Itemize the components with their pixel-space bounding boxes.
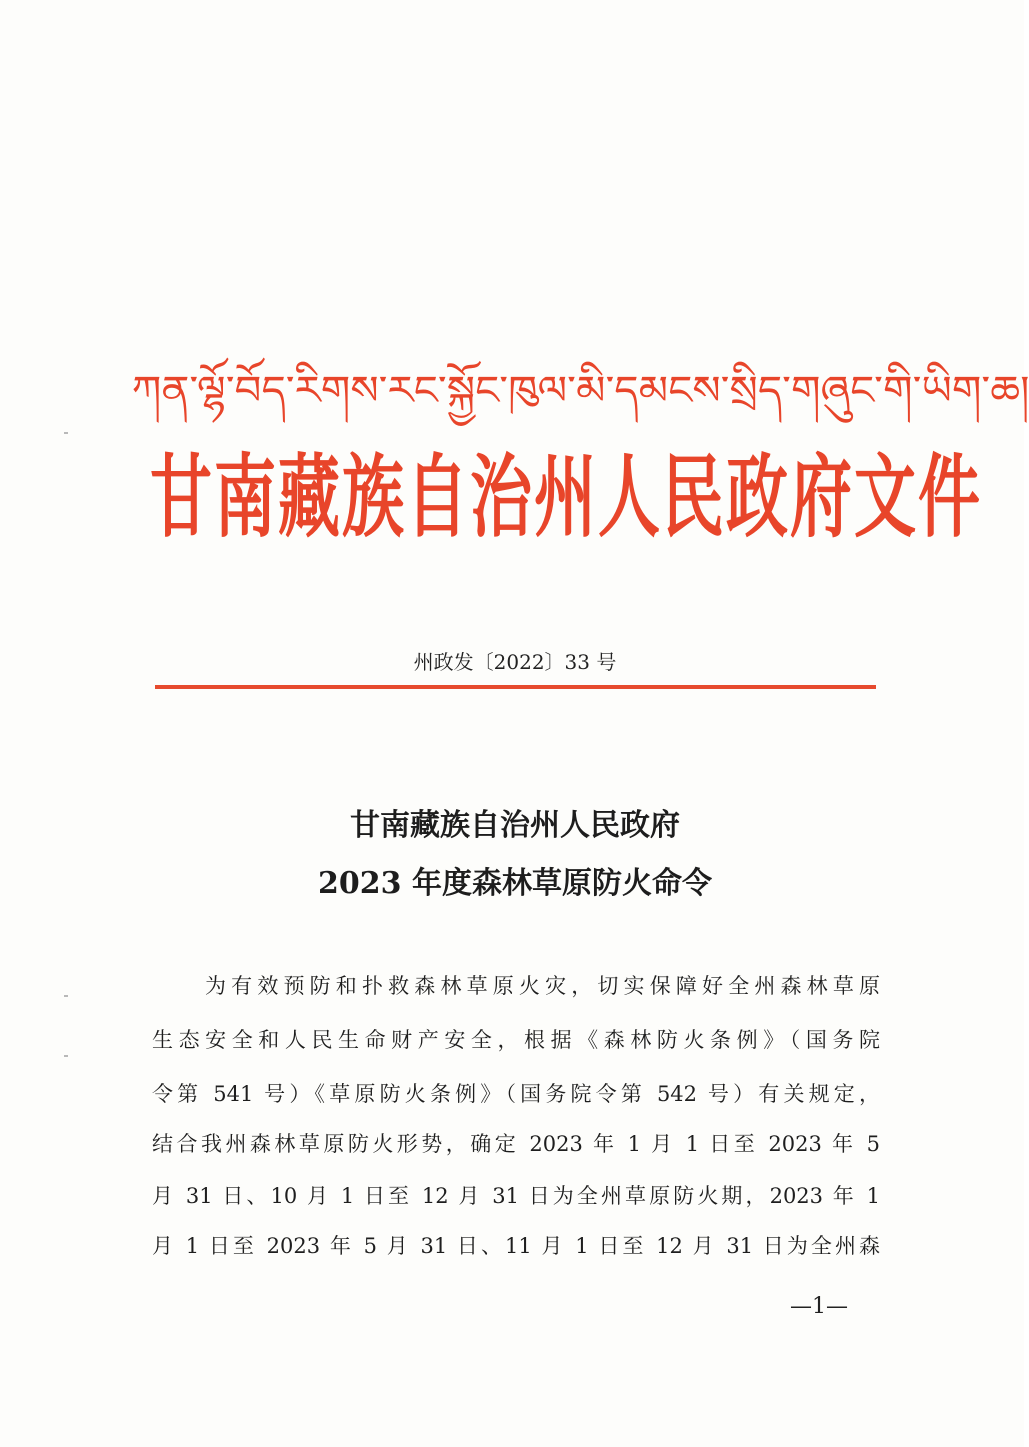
body-line: 令第 541 号）《草原防火条例》（国务院令第 542 号）有关规定， bbox=[152, 1082, 880, 1106]
document-number: 州政发〔2022〕33 号 bbox=[413, 650, 617, 674]
scan-mark bbox=[64, 1055, 68, 1057]
body-line: 结合我州森林草原防火形势，确定 2023 年 1 月 1 日至 2023 年 5 bbox=[152, 1132, 880, 1156]
scan-mark bbox=[64, 432, 68, 434]
body-line: 生态安全和人民生命财产安全，根据《森林防火条例》（国务院 bbox=[152, 1028, 880, 1052]
body-line: 为有效预防和扑救森林草原火灾，切实保障好全州森林草原 bbox=[205, 974, 880, 998]
scan-mark bbox=[64, 995, 68, 997]
document-title-line-2: 2023 年度森林草原防火命令 bbox=[318, 866, 712, 901]
letterhead-tibetan: ཀན་ལྷོ་བོད་རིགས་རང་སྐྱོང་ཁུལ་མི་དམངས་སྲིད་གཞུང་གི་ཡིག་ཆ། bbox=[131, 368, 1029, 414]
page-number: —1— bbox=[790, 1294, 848, 1319]
document-title-line-1: 甘南藏族自治州人民政府 bbox=[350, 808, 680, 843]
body-line: 月 31 日、10 月 1 日至 12 月 31 日为全州草原防火期，2023 年 1 bbox=[152, 1184, 880, 1208]
body-line: 月 1 日至 2023 年 5 月 31 日、11 月 1 日至 12 月 31 日为全州森 bbox=[152, 1234, 880, 1258]
red-divider bbox=[155, 685, 876, 689]
letterhead-chinese: 甘南藏族自治州人民政府文件 bbox=[150, 443, 983, 550]
